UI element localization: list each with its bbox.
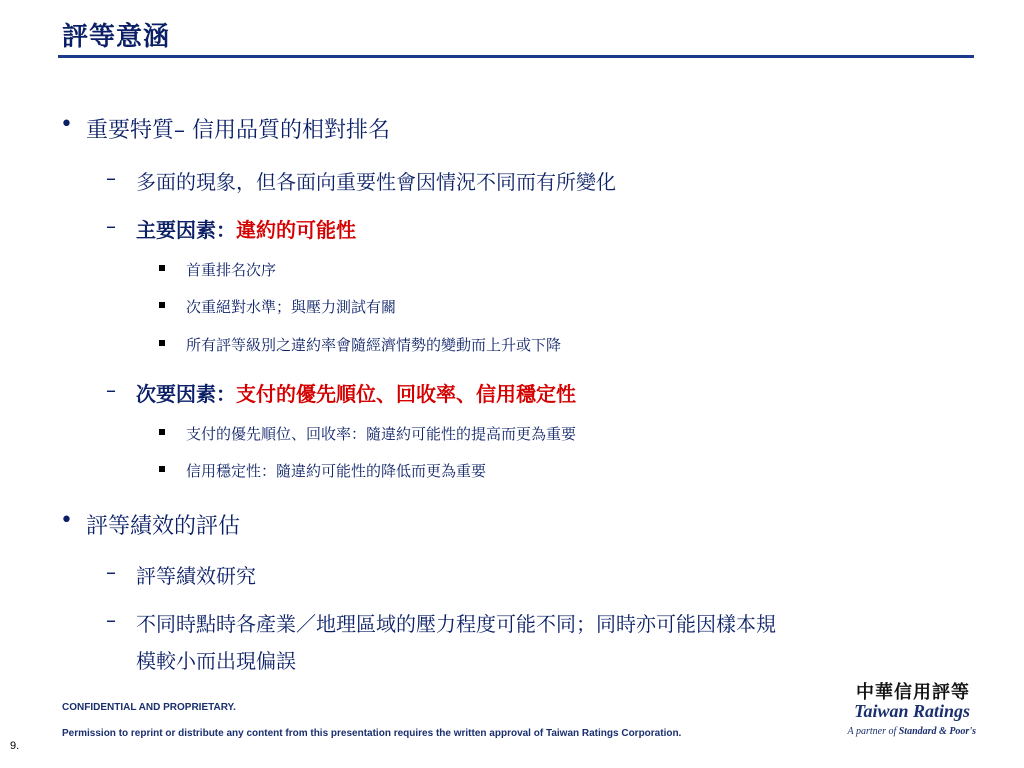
outline-item-1-sub-2 [136,214,356,243]
primary-factor-label: 主要因素： [136,218,236,242]
primary-factor-point-2: 次重絕對水準；與壓力測試有關 [186,298,397,316]
secondary-factor-point-1: 支付的優先順位、回收率：隨違約可能性的提高而更為重要 [186,425,577,443]
outline-item-1: 重要特質– 信用品質的相對排名 [86,118,390,143]
primary-factor-highlight: 違約的可能性 [236,218,356,242]
logo-chinese-name: 中華信用評等 [856,682,970,703]
page-number: 9. [10,740,20,752]
dash-icon: – [106,378,116,402]
slide-title: 評等意涵 [62,22,171,52]
secondary-factor-point-2: 信用穩定性：隨違約可能性的降低而更為重要 [186,462,487,480]
bullet-dot-icon: • [60,508,73,533]
permission-notice: Permission to reprint or distribute any content from this presentation requires the written approval of Taiwan Ratings Corporation. [62,728,682,739]
square-bullet-icon [159,466,165,472]
dash-icon: – [106,166,116,190]
partner-prefix: A partner of [847,726,899,737]
secondary-factor-label: 次要因素： [136,382,236,406]
square-bullet-icon [159,429,165,435]
outline-item-1-sub-1: 多面的現象，但各面向重要性會因情況不同而有所變化 [136,170,616,194]
dash-icon: – [106,560,116,584]
secondary-factor-highlight: 支付的優先順位、回收率、信用穩定性 [236,382,576,406]
square-bullet-icon [159,265,165,271]
square-bullet-icon [159,340,165,346]
dash-icon: – [106,214,116,238]
confidential-notice: CONFIDENTIAL AND PROPRIETARY. [62,702,236,713]
primary-factor-point-1: 首重排名次序 [186,261,277,279]
taiwan-ratings-logo [826,678,976,740]
outline-item-1-sub-3 [136,378,576,407]
bullet-dot-icon: • [60,112,73,137]
partner-name: Standard & Poor's [898,726,976,737]
primary-factor-point-3: 所有評等級別之違約率會隨經濟情勢的變動而上升或下降 [186,336,562,354]
square-bullet-icon [159,302,165,308]
logo-partner-line [848,726,976,737]
title-divider [58,55,974,58]
outline-item-2: 評等績效的評估 [86,514,241,539]
logo-english-name: Taiwan Ratings [854,701,970,721]
dash-icon: – [106,608,116,632]
outline-item-2-sub-2-line-1: 不同時點時各產業／地理區域的壓力程度可能不同；同時亦可能因樣本規 [136,612,776,636]
outline-item-2-sub-2-line-2: 模較小而出現偏誤 [136,649,296,673]
outline-item-2-sub-1: 評等績效研究 [136,564,256,588]
